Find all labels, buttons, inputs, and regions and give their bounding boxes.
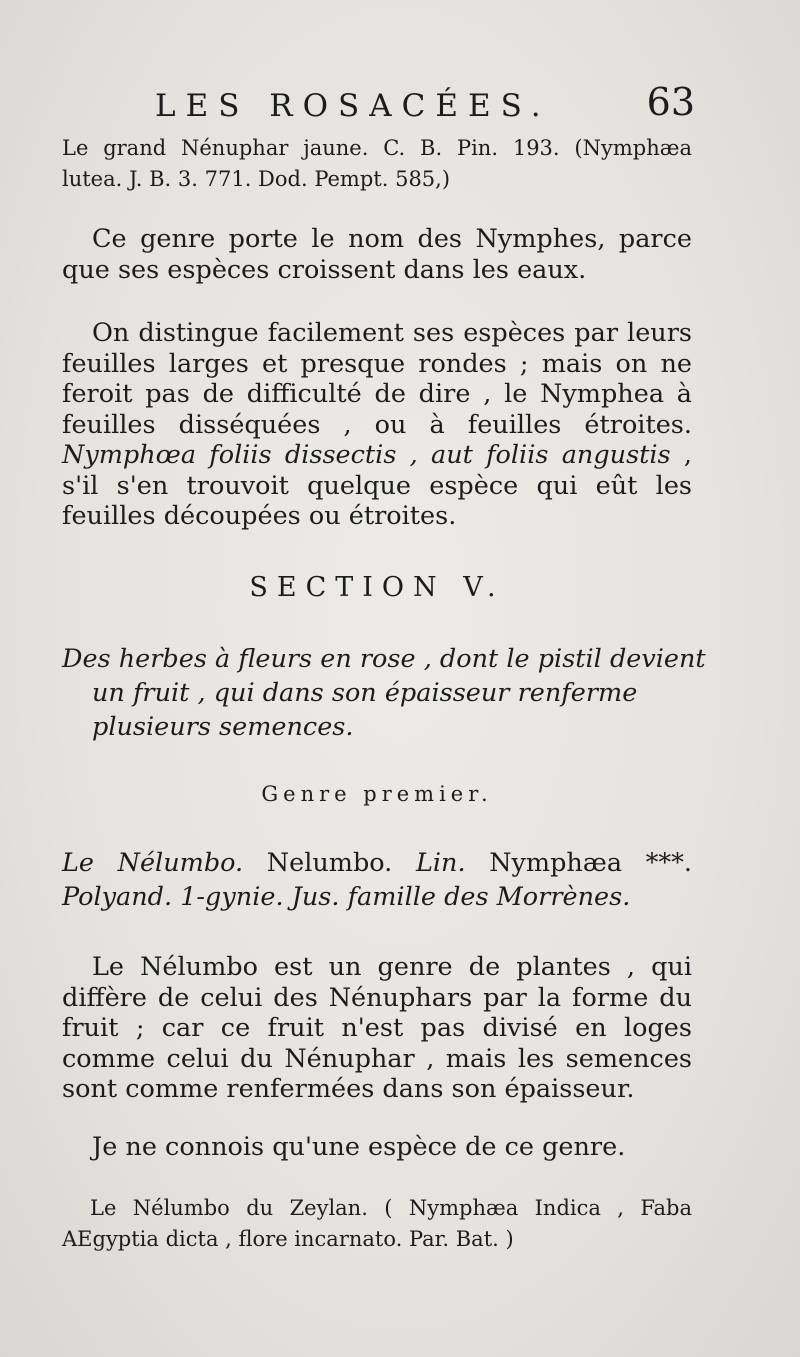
running-title: LES ROSACÉES. — [155, 88, 551, 124]
genre-name-roman-1: Nelumbo. — [266, 848, 393, 878]
paragraph-2 — [62, 318, 692, 532]
page-header — [155, 80, 695, 130]
section-description: Des herbes à fleurs en rose , dont le pistil devient un fruit , qui dans son épaisseur renferme plusieurs semences. — [62, 644, 706, 742]
genre-name-italic-3: Polyand. 1-gynie. Jus. famille des Morrènes. — [62, 882, 631, 912]
genre-name — [62, 846, 692, 914]
genre-name-italic-1: Le Nélumbo. — [62, 848, 244, 878]
paragraph-4: Je ne connois qu'une espèce de ce genre. — [92, 1132, 626, 1162]
genre-name-italic-2: Lin. — [415, 848, 466, 878]
section-title: SECTION V. — [249, 572, 505, 603]
paragraph-2-latin: Nymphœa foliis dissectis , aut foliis angustis — [62, 440, 671, 470]
paragraph-2-text-a: On distingue facilement ses espèces par leurs feuilles larges et presque rondes ; mais on ne feroit pas de difficulté de dire , le Nymphea à feuilles disséquées , ou à feuilles étroites. — [62, 318, 692, 440]
paragraph-3: Le Nélumbo est un genre de plantes , qui diffère de celui des Nénuphars par la forme du fruit ; car ce fruit n'est pas divisé en loges comme celui du Nénuphar , mais les semences sont comme renfermées dans son épaisseur. — [62, 952, 692, 1104]
page-number: 63 — [646, 80, 695, 124]
genre-title: Genre premier. — [261, 782, 493, 806]
paragraph-2-text-b: , s'il s'en trouvoit quelque espèce qui eût les feuilles découpées ou étroites. — [62, 440, 692, 531]
paragraph-1: Ce genre porte le nom des Nymphes, parce que ses espèces croissent dans les eaux. — [62, 224, 692, 285]
genre-name-roman-2: Nymphæa ***. — [489, 848, 693, 878]
footnote-bottom: Le Nélumbo du Zeylan. ( Nymphæa Indica , Faba AEgyptia dicta , flore incarnato. Par. Bat. ) — [62, 1196, 692, 1251]
footnote-top: Le grand Nénuphar jaune. C. B. Pin. 193. (Nymphæa lutea. J. B. 3. 771. Dod. Pempt. 585,) — [62, 136, 692, 191]
